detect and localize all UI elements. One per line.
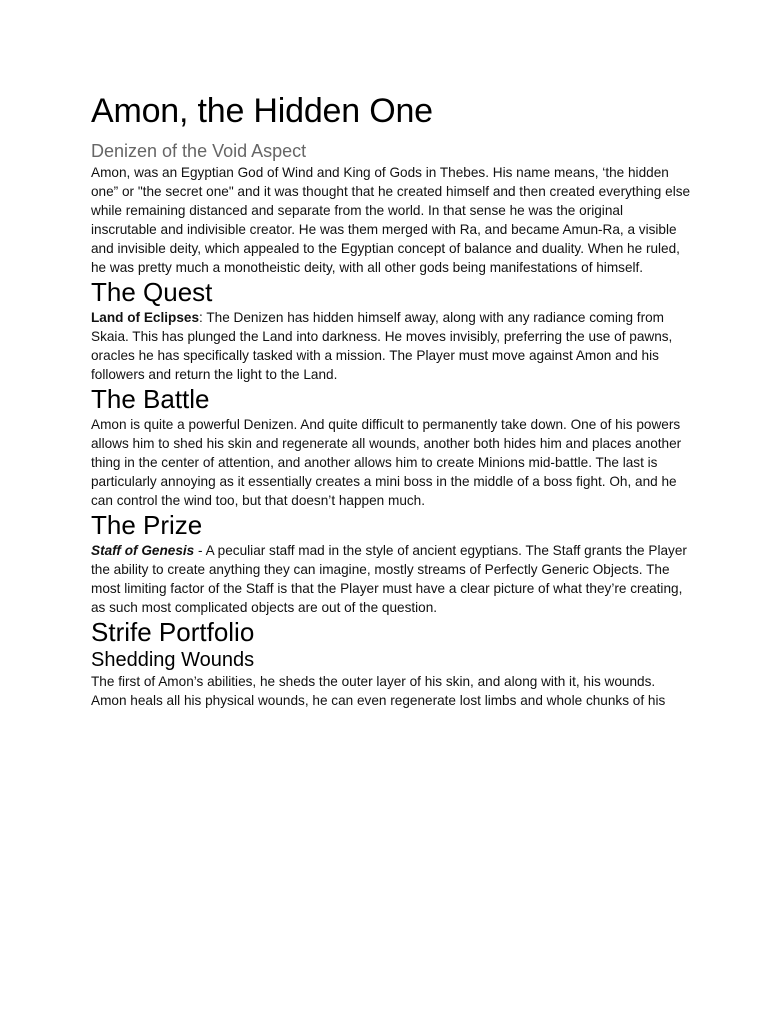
document-title: Amon, the Hidden One (91, 92, 433, 130)
battle-paragraph: Amon is quite a powerful Denizen. And quite difficult to permanently take down. One of his powers allows him to shed his skin and regenerate all wounds, another both hides him and places another thing in the center of attention, and another allows him to create Minions mid-battle. The last is particularly annoying as it essentially creates a mini boss in the middle of a boss fight. Oh, and he can control the wind too, but that doesn’t happen much. (91, 417, 682, 509)
intro-paragraph: Amon, was an Egyptian God of Wind and King of Gods in Thebes. His name means, ‘the hidden one” or "the secret one" and it was thought that he created himself and then created everything else while remaining distanced and separate from the world. In that sense he was the original inscrutable and indivisible creator. He was them merged with Ra, and became Amun-Ra, a visible and invisible deity, which appealed to the Egyptian concept of balance and duality. When he ruled, he was pretty much a monotheistic deity, with all other gods being manifestations of himself. (91, 164, 691, 275)
shedding-paragraph: The first of Amon’s abilities, he sheds the outer layer of his skin, and along with it, his wounds. Amon heals all his physical wounds, he can even regenerate lost limbs and whole chunks of his (91, 674, 666, 709)
quest-paragraph (91, 308, 691, 384)
prize-text: - A peculiar staff mad in the style of ancient egyptians. The Staff grants the Player the ability to create anything they can imagine, mostly streams of Perfectly Generic Objects. The most limiting factor of the Staff is that the Player must have a clear picture of what they’re creating, as such most complicated objects are out of the question. (91, 543, 687, 616)
prize-lead: Staff of Genesis (91, 543, 195, 559)
document-subtitle: Denizen of the Void Aspect (91, 141, 307, 162)
prize-paragraph (91, 541, 691, 617)
shedding-heading: Shedding Wounds (91, 649, 255, 672)
document-page (91, 92, 691, 710)
quest-heading: The Quest (91, 276, 213, 307)
quest-lead: Land of Eclipses (91, 309, 200, 325)
strife-heading: Strife Portfolio (91, 617, 255, 648)
quest-text: : The Denizen has hidden himself away, along with any radiance coming from Skaia. This has plunged the Land into darkness. He moves invisibly, preferring the use of pawns, oracles he has specifically tasked with a mission. The Player must move against Amon and his followers and return the light to the Land. (91, 309, 673, 382)
battle-heading: The Battle (91, 383, 210, 414)
prize-heading: The Prize (91, 510, 203, 541)
